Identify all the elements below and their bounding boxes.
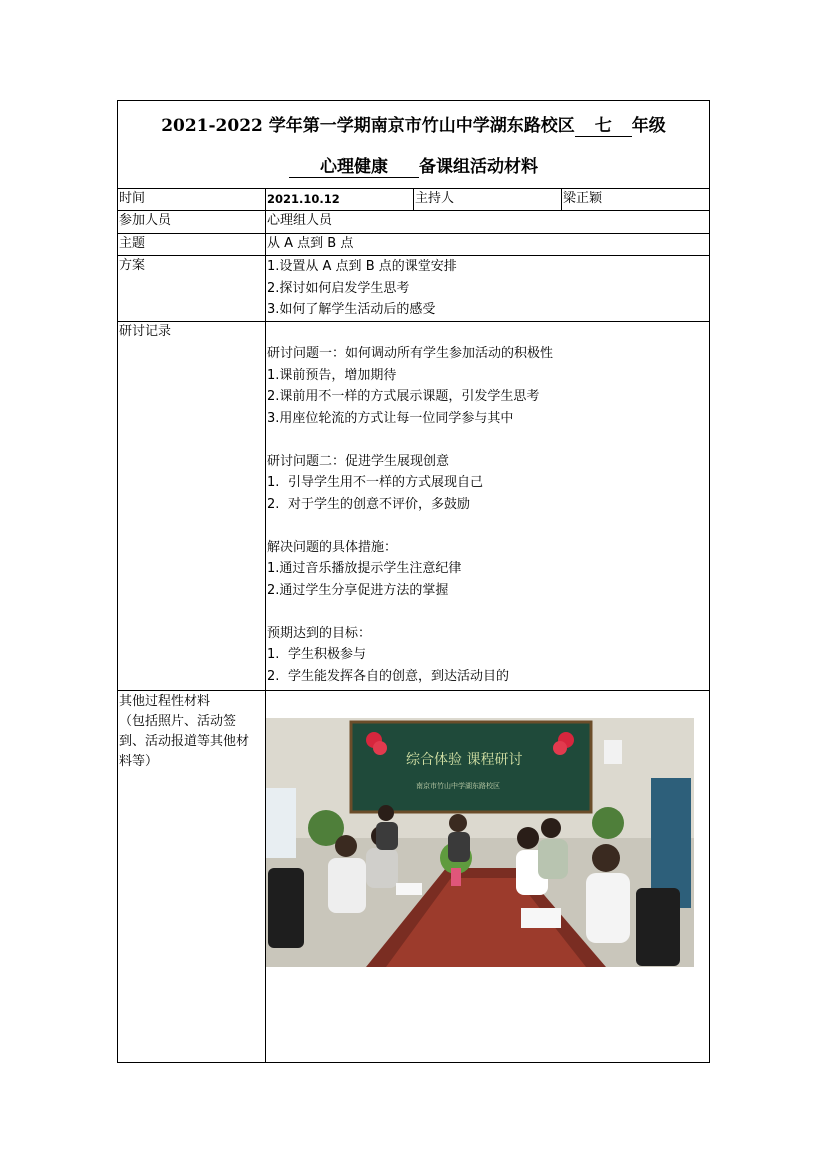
plan-item: 3.如何了解学生活动后的感受 — [267, 302, 436, 317]
question-1-item: 2.课前用不一样的方式展示课题，引发学生思考 — [267, 389, 540, 404]
title-prefix: 2021-2022 学年第一学期南京市竹山中学湖东路校区 — [161, 116, 575, 136]
other-label-line: 到、活动报道等其他材 — [119, 734, 250, 749]
measures-title: 解决问题的具体措施： — [267, 539, 398, 555]
other-label-line: 其他过程性材料 — [119, 694, 211, 709]
time-label: 时间 — [119, 191, 146, 206]
item-number: 2. — [267, 668, 280, 684]
item-number: 1. — [267, 475, 280, 490]
title-line-2 — [118, 156, 709, 178]
plan-label: 方案 — [119, 258, 146, 273]
date-value: 2021.10.12 — [267, 192, 340, 206]
other-label — [119, 692, 249, 772]
question-1-item: 1.课前预告，增加期待 — [267, 367, 397, 383]
item-text: 对于学生的创意不评价，多鼓励 — [288, 496, 471, 512]
question-2-item — [267, 472, 553, 494]
topic-value: 从 A 点到 B 点 — [267, 236, 354, 251]
subject-value: 心理健康 — [289, 157, 419, 178]
goals-item — [267, 666, 553, 688]
measures-item: 2.通过学生分享促进方法的掌握 — [267, 582, 449, 598]
item-number: 1. — [267, 647, 280, 662]
item-number: 2. — [267, 496, 280, 512]
goals-item — [267, 644, 553, 666]
host-label: 主持人 — [415, 191, 455, 206]
plan-list — [267, 256, 457, 321]
host-value: 梁正颖 — [563, 191, 603, 206]
participants-label: 参加人员 — [119, 213, 172, 228]
record-content — [267, 343, 553, 687]
participants-value: 心理组人员 — [267, 213, 333, 228]
question-1-item: 3.用座位轮流的方式让每一位同学参与其中 — [267, 410, 514, 426]
item-text: 学生能发挥各自的创意，到达活动目的 — [288, 668, 510, 684]
title-line-1 — [118, 115, 709, 137]
measures-item: 1.通过音乐播放提示学生注意纪律 — [267, 561, 462, 576]
other-label-line: 料等） — [119, 754, 159, 769]
title-grade-suffix: 年级 — [631, 116, 666, 136]
grade-value: 七 — [575, 116, 632, 137]
topic-label: 主题 — [119, 236, 146, 251]
question-1-title: 研讨问题一：如何调动所有学生参加活动的积极性 — [267, 346, 554, 361]
activity-photo — [266, 718, 694, 967]
question-2-title: 研讨问题二：促进学生展现创意 — [267, 453, 450, 469]
board-subtext: 南京市竹山中学湖东路校区 — [416, 782, 500, 790]
item-text: 学生积极参与 — [288, 647, 367, 662]
board-text: 综合体验 课程研讨 — [406, 752, 523, 768]
plan-item: 2.探讨如何启发学生思考 — [267, 280, 410, 296]
record-label: 研讨记录 — [119, 324, 172, 339]
goals-title: 预期达到的目标： — [267, 625, 372, 641]
title-suffix: 备课组活动材料 — [419, 157, 538, 177]
item-text: 引导学生用不一样的方式展现自己 — [288, 475, 484, 490]
other-label-line: （包括照片、活动签 — [119, 714, 237, 729]
question-2-item — [267, 494, 553, 516]
activity-form — [117, 100, 710, 1063]
plan-item: 1.设置从 A 点到 B 点的课堂安排 — [267, 259, 457, 274]
